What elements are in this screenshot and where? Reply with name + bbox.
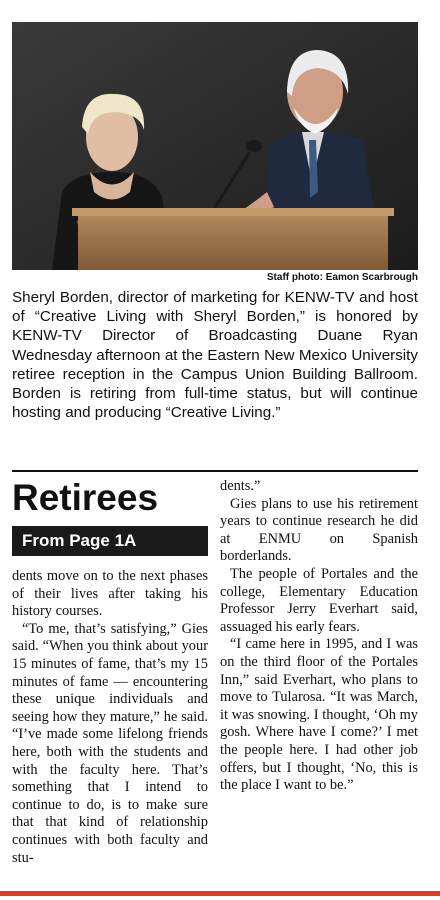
section-divider bbox=[12, 470, 418, 472]
photo-credit: Staff photo: Eamon Scarbrough bbox=[266, 272, 418, 283]
photo-caption: Sheryl Borden, director of marketing for KENW-TV and host of “Creative Living with Sheryl Borden,” is honored by KENW-TV Director of Broadcasting Duane Ryan Wednesday afternoon at the Eastern New Mexico University retiree reception in the Campus Union Building Ballroom. Borden is retiring from full-time status, but will continue hosting and producing “Creative Living.” bbox=[12, 289, 418, 422]
article-column-2 bbox=[220, 478, 418, 795]
article-paragraph: “I came here in 1995, and I was on the third floor of the Portales Inn,” said Everhart, who plans to move to Tularosa. “It was March, it was snowing. I thought, ‘Oh my gosh. Where have I come?’ I met the people here. I had other job offers, but I thought, ‘No, this is the place I want to be.” bbox=[220, 636, 418, 794]
article-paragraph: The people of Portales and the college, Elementary Education Professor Jerry Everhart said, assuaged his early fears. bbox=[220, 565, 418, 635]
article-paragraph: dents.” bbox=[220, 478, 261, 494]
article-column-1 bbox=[12, 476, 208, 867]
photo-illustration bbox=[12, 22, 418, 270]
article-paragraph: dents move on to the next phases of their lives after taking his history courses. bbox=[12, 568, 208, 620]
jump-label: From Page 1A bbox=[12, 526, 208, 556]
article-headline: Retirees bbox=[12, 477, 159, 518]
news-photo bbox=[12, 22, 418, 270]
article-paragraph: Gies plans to use his retirement years to continue research he did at ENMU on Spanish borderlands. bbox=[220, 495, 418, 565]
article-paragraph: “To me, that’s satisfying,” Gies said. “When you think about your 15 minutes of fame, that’s my 15 minutes of fame — encountering these unique individuals and seeing how they mature,” he said. “I’ve made some lifelong friends here, both with the students and with the faculty here. That’s something that I intend to continue to do, is to make sure that that kind of relationship continues with both faculty and stu- bbox=[12, 620, 208, 866]
accent-rule bbox=[0, 891, 440, 896]
